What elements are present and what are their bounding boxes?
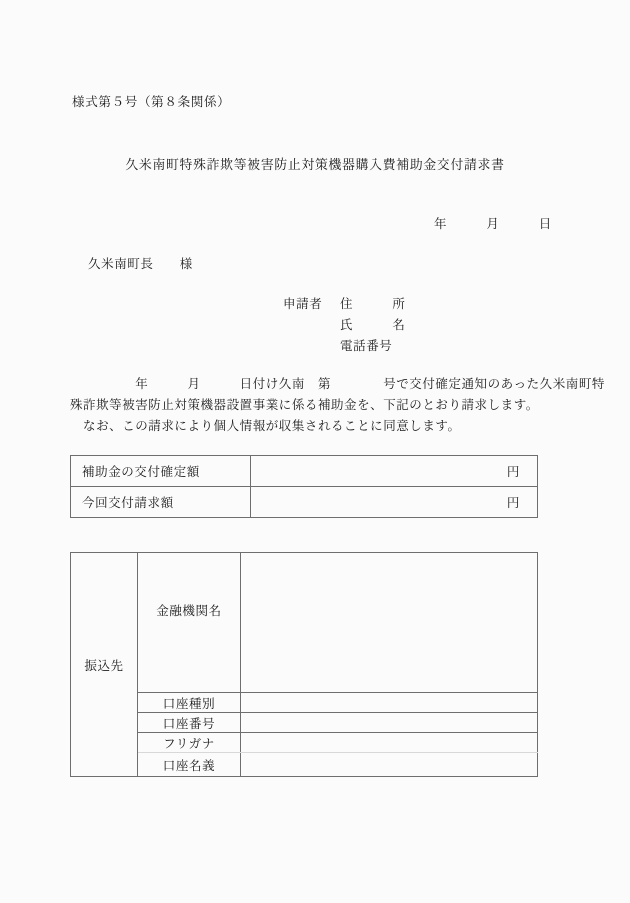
amount-value-request[interactable]: 円 <box>251 487 538 518</box>
bank-transfer-table <box>70 552 538 777</box>
applicant-row <box>283 294 430 315</box>
bank-key-account-type: 口座種別 <box>138 693 241 713</box>
request-body <box>70 374 605 437</box>
applicant-field-phone: 電話番号 <box>340 339 393 353</box>
amount-value-confirmed[interactable]: 円 <box>251 456 538 487</box>
table-row <box>71 553 538 693</box>
bank-value-account-holder[interactable] <box>241 753 538 777</box>
date-line: 年 月 日 <box>434 217 552 231</box>
body-line-1: 年 月 日付け久南 第 号で交付確定通知のあった久米南町特 <box>70 377 605 391</box>
table-row <box>71 733 538 753</box>
applicant-field-name: 氏 名 <box>340 318 406 332</box>
amount-table <box>70 455 538 518</box>
amount-label-request: 今回交付請求額 <box>71 487 251 518</box>
body-line-2: 殊詐欺等被害防止対策機器設置事業に係る補助金を、下記のとおり請求します。 <box>70 398 539 412</box>
bank-key-account-number: 口座番号 <box>138 713 241 733</box>
bank-value-furigana[interactable] <box>241 733 538 753</box>
bank-value-institution[interactable] <box>241 553 538 693</box>
applicant-block <box>283 294 430 357</box>
table-row <box>71 753 538 777</box>
bank-value-account-number[interactable] <box>241 713 538 733</box>
body-line-3: なお、この請求により個人情報が収集されることに同意します。 <box>70 419 461 433</box>
bank-value-account-type[interactable] <box>241 693 538 713</box>
applicant-row <box>283 336 430 357</box>
table-row <box>71 456 538 487</box>
table-row <box>71 487 538 518</box>
bank-key-institution: 金融機関名 <box>138 553 241 693</box>
table-row <box>71 713 538 733</box>
bank-key-furigana: フリガナ <box>138 733 241 753</box>
bank-key-account-holder: 口座名義 <box>138 753 241 777</box>
addressee-line: 久米南町長 様 <box>88 257 193 271</box>
form-number: 様式第５号（第８条関係） <box>72 95 231 109</box>
applicant-row <box>283 315 430 336</box>
table-row <box>71 693 538 713</box>
applicant-field-address: 住 所 <box>340 297 406 311</box>
bank-side-label: 振込先 <box>71 553 138 777</box>
applicant-tag: 申請者 <box>283 297 323 311</box>
page-title: 久米南町特殊詐欺等被害防止対策機器購入費補助金交付請求書 <box>125 158 505 172</box>
amount-label-confirmed: 補助金の交付確定額 <box>71 456 251 487</box>
